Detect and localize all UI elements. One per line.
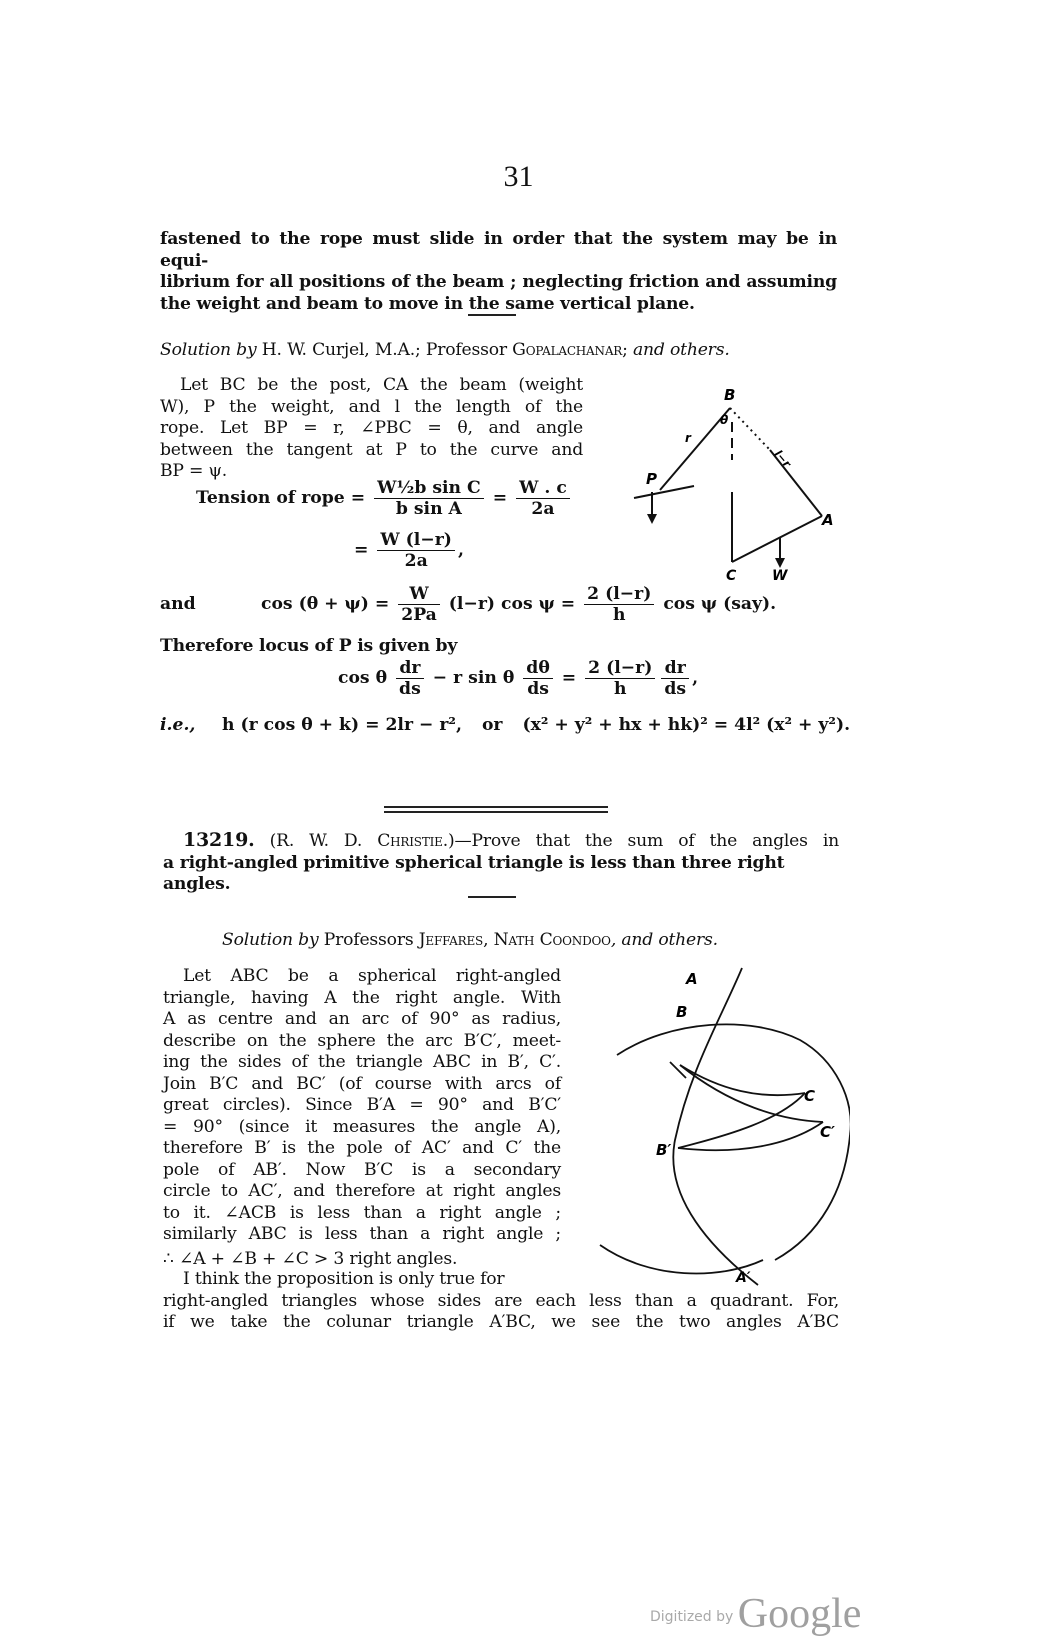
paragraph-line: great circles). Since B′A = 90° and B′C′: [163, 1095, 561, 1115]
denominator: ds: [527, 679, 549, 699]
denominator: 2a: [531, 499, 555, 519]
section-divider: [468, 896, 516, 898]
beam-weight-arrow-head: [775, 558, 785, 568]
therefore-line: ∴ ∠A + ∠B + ∠C > 3 right angles.: [163, 1248, 458, 1269]
paragraph-line: Join B′C and BC′ (of course with arcs of: [163, 1073, 561, 1094]
equals-sign: =: [492, 488, 508, 508]
paragraph-line: BP = ψ.: [160, 461, 228, 481]
solution2-byline: [222, 930, 718, 952]
denominator: ds: [664, 679, 687, 699]
weight-arrow-head: [647, 514, 657, 524]
label-l-minus-r: l−r: [771, 447, 794, 471]
solution2-paragraph: [163, 966, 561, 1270]
label-B: B: [724, 386, 736, 404]
paragraph-line: pole of AB′. Now B′C is a secondary: [163, 1159, 561, 1180]
label-P: P: [646, 470, 657, 488]
ie-label: i.e.,: [160, 715, 196, 735]
label-W: W: [772, 568, 788, 580]
section-divider: [468, 314, 516, 316]
continuation-line: librium for all positions of the beam ; neglecting friction and assuming: [160, 272, 837, 292]
label-theta: θ: [720, 413, 729, 427]
paragraph-line: = 90° (since it measures the angle A),: [163, 1116, 561, 1137]
numerator: 2 (l−r): [585, 658, 655, 679]
equation-middle: (l−r) cos ψ =: [448, 594, 576, 614]
double-rule-divider: [384, 806, 608, 814]
byline-author: Nath Coondoo: [493, 930, 611, 950]
byline-title: Professors: [323, 930, 414, 950]
denominator: 2a: [404, 551, 428, 571]
rope-dotted-segment: [730, 408, 770, 450]
paragraph-line: I think the proposition is only true for: [183, 1269, 505, 1289]
byline-author: Gopalachanar: [512, 340, 623, 360]
figure-post-beam-rope: [620, 380, 840, 580]
paragraph-line: Let BC be the post, CA the beam (weight: [180, 375, 583, 395]
comma: ,: [692, 668, 699, 688]
numerator: W . c: [516, 478, 570, 499]
term: − r sin θ: [432, 668, 515, 688]
fraction: [377, 530, 455, 571]
problem-line: [163, 830, 839, 853]
problem-number: 13219.: [183, 829, 255, 851]
paragraph-line: between the tangent at P to the curve and: [160, 439, 583, 460]
byline-separator: ;: [414, 340, 421, 360]
label-A-prime: A′: [736, 1270, 751, 1286]
continuation-paragraph: [160, 229, 837, 315]
beam-line: [732, 516, 822, 562]
label-A: A: [822, 511, 834, 529]
locus-equation: [338, 658, 698, 699]
denominator: h: [613, 605, 626, 625]
equation-label: Tension of rope =: [196, 488, 366, 508]
numerator: 2 (l−r): [584, 584, 654, 605]
byline-prefix: Solution by: [160, 340, 257, 360]
label-C-prime: C′: [820, 1123, 835, 1141]
digitized-label: Digitized by: [650, 1609, 734, 1625]
byline-author: H. W. Curjel, M.A.: [261, 340, 415, 360]
numerator: dr: [396, 658, 424, 679]
paragraph-line: A as centre and an arc of 90° as radius,: [163, 1009, 561, 1029]
cos-equation: [160, 584, 860, 625]
continuation-line: fastened to the rope must slide in order that the system may be in equi-: [160, 229, 837, 271]
fraction: [584, 584, 654, 625]
paragraph-line: right-angled triangles whose sides are each less than a quadrant. For,: [163, 1290, 839, 1311]
paragraph-line: if we take the colunar triangle A′BC, we see the two angles A′BC: [163, 1312, 839, 1332]
google-logo: Google: [737, 1591, 862, 1637]
comma: ,: [457, 540, 464, 560]
equals-sign: =: [354, 540, 369, 560]
equals-sign: =: [561, 668, 577, 688]
byline-suffix: , and others.: [610, 930, 718, 950]
byline-author: Jeffares: [418, 930, 484, 950]
solution1-byline: [160, 340, 840, 362]
arc-right-lower: [775, 1135, 850, 1260]
paragraph-line: to it. ∠ACB is less than a right angle ;: [163, 1202, 561, 1223]
equation-lhs: cos (θ + ψ) =: [260, 594, 390, 614]
numerator: dr: [661, 658, 689, 679]
problem-line: a right-angled primitive spherical triangle is less than three right angles.: [163, 852, 785, 894]
paragraph-line: describe on the sphere the arc B′C′, meet-: [163, 1030, 561, 1051]
solution1-paragraph: [160, 375, 583, 483]
numerator: W½b sin C: [374, 478, 484, 499]
polar-equation: h (r cos θ + k) = 2lr − r²,: [221, 715, 462, 735]
tick-mark-B: [670, 1062, 686, 1078]
paragraph-line: therefore B′ is the pole of AC′ and C′ the: [163, 1138, 561, 1158]
or-word: or: [481, 715, 503, 735]
fraction: [523, 658, 552, 699]
paragraph-line: triangle, having A the right angle. With: [163, 987, 561, 1008]
fraction: [516, 478, 570, 519]
fraction: [661, 658, 689, 699]
paragraph-line: ing the sides of the triangle ABC in B′, C′.: [163, 1052, 561, 1072]
problem-statement: [163, 830, 839, 896]
label-B: B: [676, 1003, 688, 1021]
paragraph-line: circle to AC′, and therefore at right angles: [163, 1181, 561, 1201]
label-r: r: [685, 431, 691, 445]
term: cos θ: [338, 668, 388, 688]
fraction: [398, 584, 440, 625]
numerator: W (l−r): [377, 530, 455, 551]
paragraph-line: Let ABC be a spherical right-angled: [183, 966, 561, 986]
byline-suffix: and others.: [633, 340, 730, 360]
byline-title: Professor: [425, 340, 507, 360]
byline-prefix: Solution by: [222, 930, 319, 950]
label-A: A: [686, 970, 698, 988]
paragraph-line: W), P the weight, and l the length of the: [160, 396, 583, 417]
numerator: dθ: [523, 658, 552, 679]
continuation-line: the weight and beam to move in the same vertical plane.: [160, 293, 695, 314]
tension-equation-line2: [354, 530, 464, 571]
digitized-by-google-watermark: [650, 1590, 861, 1638]
fraction: [585, 658, 655, 699]
arc-BC: [680, 1065, 805, 1095]
cartesian-equation: (x² + y² + hx + hk)² = 4l² (x² + y²).: [522, 715, 851, 735]
figure-spherical-triangle: [580, 960, 850, 1290]
and-word: and: [160, 594, 196, 614]
locus-intro: Therefore locus of P is given by: [160, 636, 458, 656]
denominator: ds: [399, 679, 421, 699]
label-B-prime: B′: [656, 1141, 672, 1159]
byline-separator: ,: [483, 930, 489, 950]
label-C: C: [726, 568, 737, 580]
fraction: [374, 478, 484, 519]
tension-equation: [196, 478, 573, 519]
denominator: 2Pa: [401, 605, 437, 625]
numerator: W: [398, 584, 440, 605]
fraction: [396, 658, 424, 699]
label-C: C: [804, 1087, 816, 1105]
great-circle-arc-outer: [617, 1024, 850, 1135]
page-number: 31: [503, 160, 534, 193]
ie-equation: [160, 715, 850, 735]
tangent-line: [634, 486, 694, 498]
denominator: h: [614, 679, 627, 699]
equation-rhs: cos ψ (say).: [663, 594, 777, 614]
paragraph-line: similarly ABC is less than a right angle ;: [163, 1224, 561, 1244]
problem-author: (R. W. D. Christie.): [269, 831, 455, 851]
denominator: b sin A: [395, 499, 462, 519]
paragraph-line: rope. Let BP = r, ∠PBC = θ, and angle: [160, 418, 583, 438]
byline-separator: ;: [622, 340, 628, 360]
problem-text: —Prove that the sum of the angles in: [454, 831, 839, 851]
